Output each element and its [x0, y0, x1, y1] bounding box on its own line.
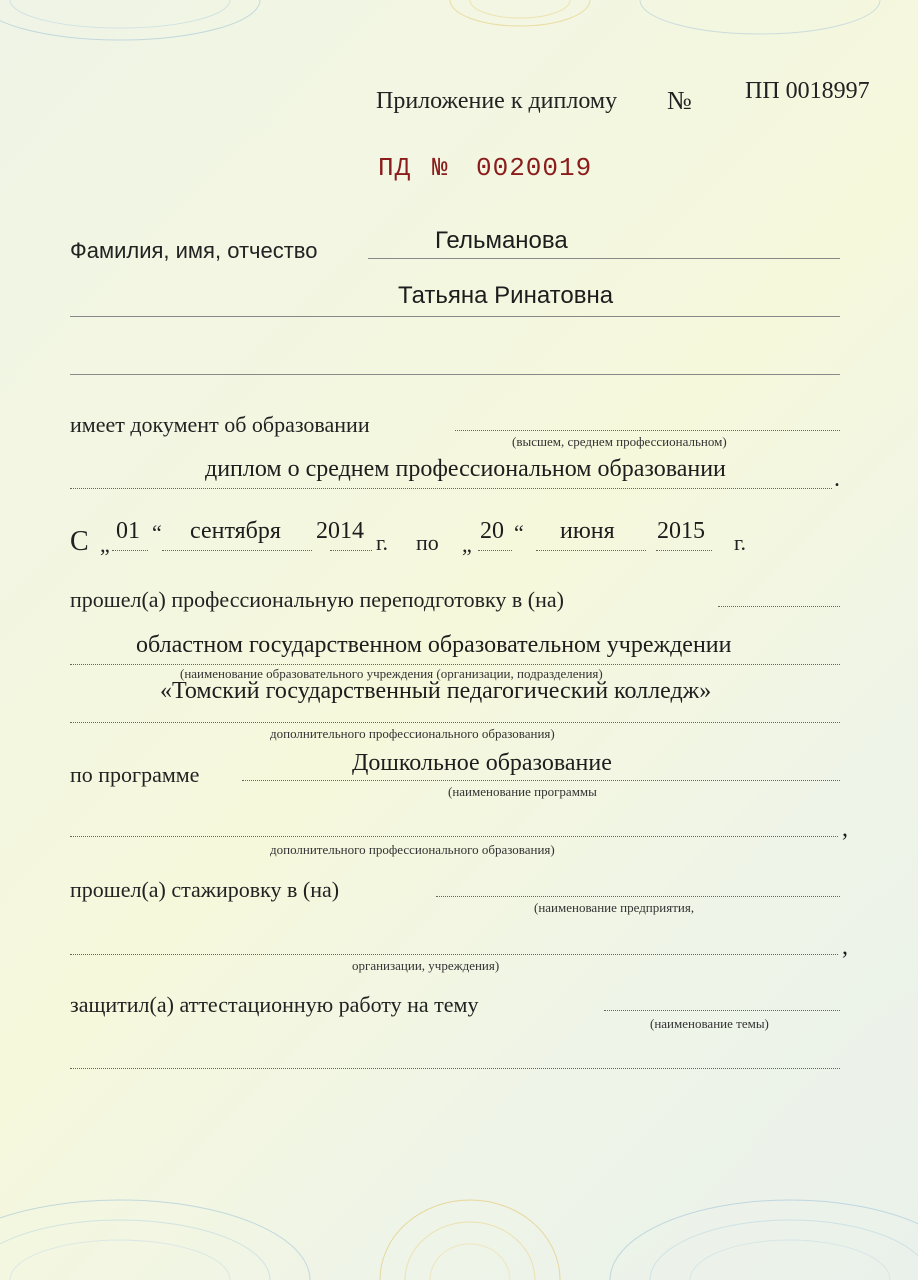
retraining-line-2: «Томский государственный педагогический колледж»: [160, 678, 712, 704]
program-line-2: [70, 836, 838, 837]
stamp-number: 0020019: [476, 153, 593, 183]
period-to-prefix: по: [416, 530, 439, 555]
education-end-mark: .: [834, 466, 840, 492]
fio-line-1: [368, 258, 840, 259]
program-hint-1: (наименование программы: [448, 784, 597, 799]
appendix-number: ПП 0018997: [745, 78, 870, 104]
education-label: имеет документ об образовании: [70, 412, 370, 437]
retraining-line-1: областном государственном образовательном учреждении: [136, 632, 732, 658]
internship-label: прошел(а) стажировку в (на): [70, 877, 340, 902]
internship-comma: ,: [842, 934, 848, 960]
retraining-label: прошел(а) профессиональную переподготовку в (на): [70, 587, 564, 612]
program-value: Дошкольное образование: [352, 750, 612, 776]
period-to-close-quote: “: [514, 520, 524, 545]
program-comma: ,: [842, 816, 848, 842]
program-hint-2: дополнительного профессионального образования): [270, 842, 555, 857]
retraining-underline-2: [70, 722, 840, 723]
retraining-line-0: [718, 606, 840, 607]
period-to-month: июня: [560, 518, 615, 544]
fio-surname: Гельманова: [435, 227, 568, 254]
thesis-label: защитил(а) аттестационную работу на тему: [70, 992, 479, 1017]
internship-hint-2: организации, учреждения): [352, 958, 500, 973]
internship-line-1: [436, 896, 840, 897]
education-value: диплом о среднем профессиональном образовании: [205, 456, 726, 482]
fio-line-3: [70, 374, 840, 375]
education-line-1: [455, 430, 840, 431]
fio-line-2: [70, 316, 840, 317]
fio-label: Фамилия, имя, отчество: [70, 238, 318, 263]
fio-name-patronymic: Татьяна Ринатовна: [398, 282, 614, 309]
period-to-year-line: [656, 550, 712, 551]
program-line-1: [242, 780, 840, 781]
period-from-year-line: [330, 550, 372, 551]
period-year-suffix: г.: [376, 530, 389, 555]
stamp-series: ПД: [378, 153, 412, 183]
period-from-day: 01: [116, 518, 140, 544]
period-from-year: 2014: [316, 518, 364, 544]
period-from-day-line: [112, 550, 148, 551]
period-to-month-line: [536, 550, 646, 551]
period-from-prefix: С: [70, 526, 89, 557]
period-to-year-suffix: г.: [734, 530, 747, 555]
appendix-number-sign: №: [667, 86, 692, 115]
education-hint: (высшем, среднем профессиональном): [512, 434, 727, 449]
thesis-hint: (наименование темы): [650, 1016, 769, 1031]
period-from-month-line: [162, 550, 312, 551]
period-open-quote: „: [100, 532, 110, 557]
program-label: по программе: [70, 762, 200, 787]
thesis-line-1: [604, 1010, 840, 1011]
period-from-month: сентября: [190, 518, 281, 544]
period-to-day-line: [478, 550, 512, 551]
period-to-year: 2015: [657, 518, 705, 544]
internship-line-2: [70, 954, 838, 955]
education-line-2: [70, 488, 832, 489]
appendix-title: Приложение к диплому: [376, 88, 618, 114]
period-close-quote: “: [152, 520, 162, 545]
stamp-number-sign: №: [432, 153, 449, 183]
period-to-day: 20: [480, 518, 504, 544]
period-to-open-quote: „: [462, 532, 472, 557]
retraining-hint-2: дополнительного профессионального образования): [270, 726, 555, 741]
internship-hint-1: (наименование предприятия,: [534, 900, 695, 915]
retraining-hint-1: (наименование образовательного учреждения (организации, подразделения): [180, 666, 603, 681]
retraining-underline-1: [70, 664, 840, 665]
thesis-line-2: [70, 1068, 840, 1069]
